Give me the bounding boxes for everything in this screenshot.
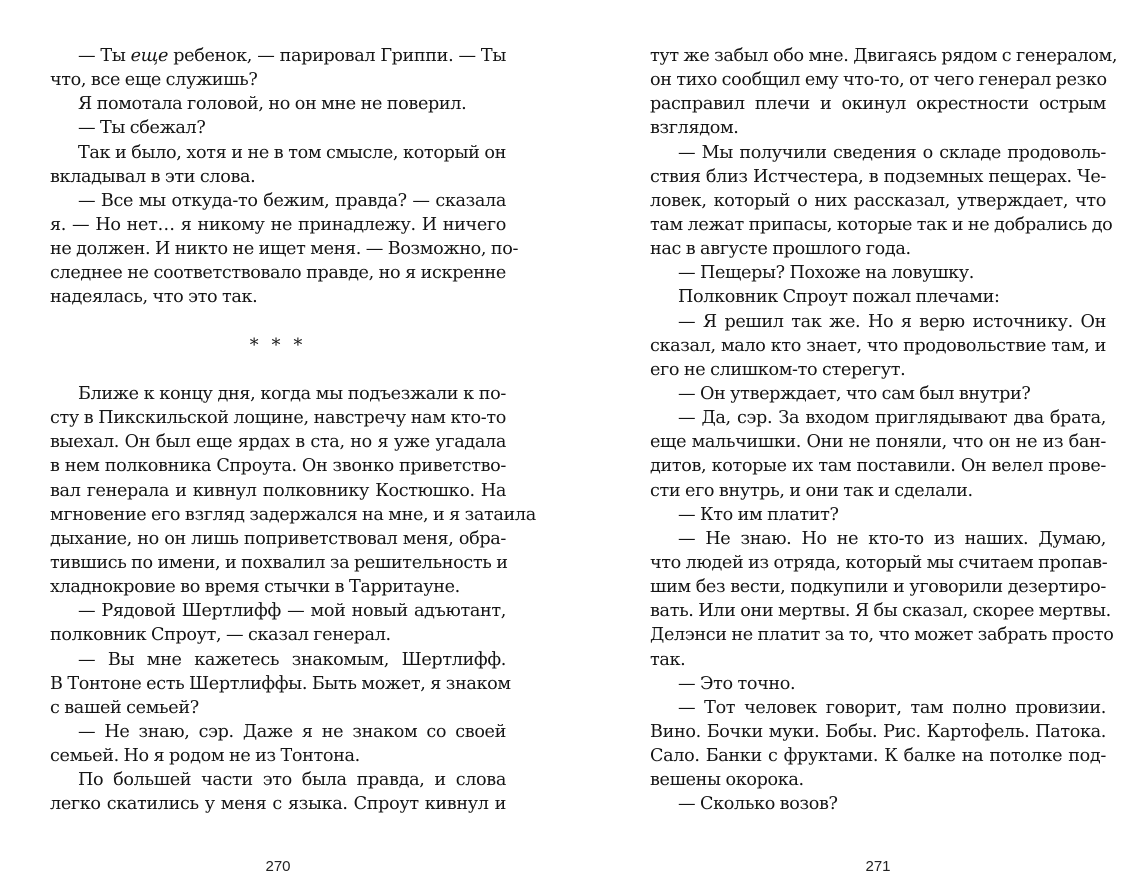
- line-text: вал генерала и кивнул полковнику Костюшко. На: [50, 480, 506, 501]
- line-text: шим без вести, подкупили и уговорили дезертиро-: [650, 577, 1106, 598]
- line-text: — Не знаю. Но не кто-то из наших. Думаю,: [678, 528, 1106, 549]
- blank-line: [50, 358, 506, 382]
- line-text: Делэнси не платит за то, что может забрать просто: [650, 625, 1114, 646]
- line-text: мгновение его взгляд задержался на мне, и я затаила: [50, 504, 536, 525]
- text-line: [650, 551, 1106, 575]
- line-text: взглядом.: [650, 118, 739, 139]
- left-page-text: [50, 44, 536, 817]
- line-text: * * *: [249, 335, 307, 356]
- text-line: [650, 116, 1106, 140]
- line-text: сту в Пикскильской лощине, навстречу нам кто-то: [50, 408, 506, 429]
- text-line: [650, 310, 1106, 334]
- line-text: — Не знаю, сэр. Даже я не знаком со своей: [78, 721, 506, 742]
- text-line: [50, 92, 506, 116]
- line-text: ствия близ Истчестера, в подземных пещерах. Че-: [650, 166, 1106, 187]
- line-text: не должен. И никто не ищет меня. — Возможно, по-: [50, 239, 519, 260]
- line-text: Так и было, хотя и не в том смысле, который он: [78, 142, 506, 163]
- line-text: ребенок, — парировал Гриппи. — Ты: [168, 46, 506, 66]
- text-line: [50, 792, 506, 816]
- right-page: [650, 0, 1118, 893]
- line-text: — Да, сэр. За входом приглядывают два брата,: [678, 408, 1106, 429]
- line-text: — Тот человек говорит, там полно провизии.: [678, 697, 1106, 718]
- text-line: [50, 768, 506, 792]
- text-line: [50, 744, 506, 768]
- line-text: что людей из отряда, который мы считаем пропав-: [650, 552, 1108, 573]
- line-text: — Это точно.: [678, 673, 796, 694]
- text-line: [650, 527, 1106, 551]
- line-text: Сало. Банки с фруктами. К балке на потолке под-: [650, 746, 1106, 767]
- line-text: — Все мы откуда-то бежим, правда? — сказала: [78, 190, 506, 211]
- line-text: надеялась, что это так.: [50, 287, 258, 308]
- text-line: [50, 599, 506, 623]
- line-text: — Рядовой Шертлифф — мой новый адъютант,: [78, 601, 506, 622]
- text-line: [650, 503, 1106, 527]
- line-text: вкладывал в эти слова.: [50, 166, 256, 187]
- text-line: [50, 116, 506, 140]
- line-text: тут же забыл обо мне. Двигаясь рядом с генералом,: [650, 46, 1118, 66]
- text-line: [650, 720, 1106, 744]
- line-text: — Я решил так же. Но я верю источнику. Он: [678, 311, 1106, 332]
- line-text: По большей части это была правда, и слова: [78, 770, 506, 791]
- page-number-right: 271: [865, 858, 891, 875]
- text-line: [650, 454, 1106, 478]
- text-line: [50, 430, 506, 454]
- line-text: вешены окорока.: [650, 770, 804, 791]
- line-text: там лежат припасы, которые так и не добрались до: [650, 214, 1113, 235]
- text-line: [650, 744, 1106, 768]
- text-line: [50, 454, 506, 478]
- text-line: [650, 334, 1106, 358]
- line-text: что, все еще служишь?: [50, 70, 258, 91]
- line-text: — Ты сбежал?: [78, 118, 206, 139]
- line-text: семьей. Но я родом не из Тонтона.: [50, 746, 360, 767]
- line-text: с вашей семьей?: [50, 697, 199, 718]
- line-text: я. — Но нет… я никому не принадлежу. И ничего: [50, 214, 506, 235]
- line-text: сказал, мало кто знает, что продовольствие там, и: [650, 335, 1106, 356]
- text-line: [650, 358, 1106, 382]
- line-text: так.: [650, 649, 686, 670]
- line-text: Я помотала головой, но он мне не поверил.: [78, 94, 467, 115]
- line-text: хладнокровие во время стычки в Тарритауне.: [50, 577, 460, 598]
- text-line: [650, 406, 1106, 430]
- line-text: легко скатились у меня с языка. Спроут кивнул и: [50, 794, 506, 815]
- text-line: [650, 623, 1114, 647]
- line-text: — Пещеры? Похоже на ловушку.: [678, 263, 974, 284]
- text-line: [650, 430, 1106, 454]
- text-line: [650, 382, 1106, 406]
- text-line: [50, 68, 506, 92]
- line-text: полковник Спроут, — сказал генерал.: [50, 625, 391, 646]
- text-line: [50, 527, 506, 551]
- text-line: [650, 696, 1106, 720]
- text-line: [50, 672, 511, 696]
- line-text: дыхание, но он лишь поприветствовал меня, обра-: [50, 528, 506, 549]
- line-text: Вино. Бочки муки. Бобы. Рис. Картофель. Патока.: [650, 721, 1106, 742]
- line-text: Ближе к концу дня, когда мы подъезжали к по-: [78, 383, 506, 404]
- line-text: — Он утверждает, что сам был внутри?: [678, 383, 1031, 404]
- text-line: [650, 165, 1106, 189]
- line-text: — Вы мне кажетесь знакомым, Шертлифф.: [78, 649, 506, 670]
- line-text: — Ты: [78, 46, 131, 66]
- emphasis-text: еще: [130, 46, 169, 66]
- line-text: В Тонтоне есть Шертлиффы. Быть может, я знаком: [50, 673, 511, 694]
- line-text: он тихо сообщил ему что-то, от чего генерал резко: [650, 70, 1107, 91]
- line-text: еще мальчишки. Они не поняли, что он не из бан-: [650, 432, 1106, 453]
- left-page: [50, 0, 536, 893]
- text-line: [650, 768, 1106, 792]
- line-text: тившись по имени, и похвалил за решительность и: [50, 552, 508, 573]
- text-line: [50, 406, 506, 430]
- line-text: дитов, которые их там поставили. Он велел прове-: [650, 456, 1106, 477]
- text-line: [50, 44, 506, 68]
- line-text: сти его внутрь, и они так и сделали.: [650, 480, 973, 501]
- text-line: [50, 141, 506, 165]
- line-text: — Мы получили сведения о складе продоволь-: [678, 142, 1106, 163]
- line-text: Полковник Спроут пожал плечами:: [678, 287, 1000, 308]
- line-text: — Кто им платит?: [678, 504, 839, 525]
- text-line: [650, 44, 1118, 68]
- page-number-left: 270: [265, 858, 291, 875]
- text-line: [650, 92, 1106, 116]
- text-line: [50, 261, 506, 285]
- line-text: ловек, который о них рассказал, утверждает, что: [650, 190, 1106, 211]
- text-line: [50, 575, 506, 599]
- line-text: его не слишком-то стерегут.: [650, 359, 906, 380]
- line-text: выехал. Он был еще ярдах в ста, но я уже угадала: [50, 432, 506, 453]
- text-line: [50, 623, 506, 647]
- text-line: [650, 237, 1106, 261]
- text-line: [650, 792, 1106, 816]
- text-line: [50, 285, 506, 309]
- text-line: [50, 648, 506, 672]
- line-text: нас в августе прошлого года.: [650, 239, 911, 260]
- line-text: вать. Или они мертвы. Я бы сказал, скорее мертвы.: [650, 601, 1111, 622]
- text-line: [650, 479, 1106, 503]
- text-line: [650, 599, 1111, 623]
- right-page-text: [650, 44, 1118, 817]
- text-line: [650, 261, 1106, 285]
- text-line: [50, 213, 506, 237]
- text-line: [650, 285, 1106, 309]
- text-line: [50, 237, 519, 261]
- text-line: [650, 189, 1106, 213]
- text-line: [50, 551, 506, 575]
- line-text: — Сколько возов?: [678, 794, 838, 815]
- line-text: в нем полковника Спроута. Он звонко приветство-: [50, 456, 506, 477]
- text-line: [650, 575, 1106, 599]
- text-line: [50, 189, 506, 213]
- section-break: [50, 334, 506, 358]
- line-text: расправил плечи и окинул окрестности острым: [650, 94, 1106, 115]
- text-line: [650, 672, 1106, 696]
- blank-line: [50, 310, 506, 334]
- text-line: [50, 720, 506, 744]
- text-line: [50, 382, 506, 406]
- text-line: [50, 165, 506, 189]
- text-line: [50, 503, 536, 527]
- text-line: [650, 68, 1106, 92]
- text-line: [650, 213, 1113, 237]
- text-line: [650, 141, 1106, 165]
- text-line: [650, 648, 1106, 672]
- text-line: [50, 479, 506, 503]
- text-line: [50, 696, 506, 720]
- line-text: следнее не соответствовало правде, но я искренне: [50, 263, 506, 284]
